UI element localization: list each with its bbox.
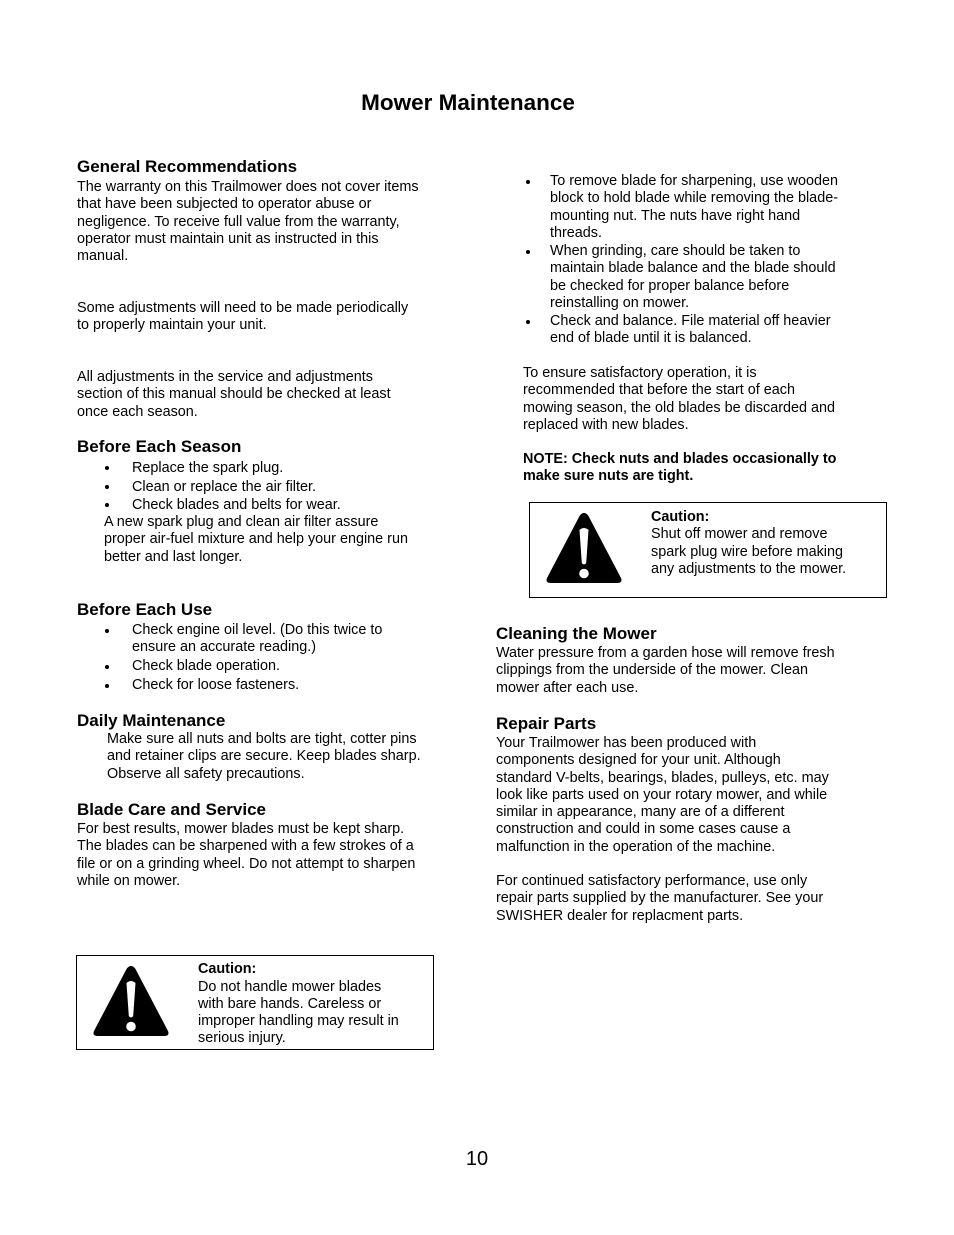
- list-item: [100, 658, 382, 675]
- use-bullet-list: [100, 622, 382, 695]
- list-item: [523, 243, 838, 313]
- text-line: Check for loose fasteners.: [132, 676, 300, 693]
- note-paragraph: [523, 451, 836, 486]
- list-item: [100, 622, 382, 657]
- text-line: Check blades and belts for wear.: [132, 497, 341, 513]
- caution-box-spark-plug: [529, 502, 887, 598]
- bullet-icon: [105, 684, 109, 688]
- list-item: [100, 496, 341, 515]
- text-line: standard V-belts, bearings, blades, pulleys, etc. may: [496, 769, 829, 786]
- caution-title: Caution:: [651, 509, 710, 525]
- text-line: ensure an accurate reading.): [132, 639, 316, 656]
- section-heading-repair-parts: Repair Parts: [496, 714, 597, 733]
- list-item-text: [550, 173, 838, 243]
- text-line: repair parts supplied by the manufacturer. See your: [496, 890, 824, 907]
- caution-text: [198, 979, 399, 1048]
- text-line: Observe all safety precautions.: [107, 765, 305, 782]
- repair-paragraph-2: [496, 873, 823, 925]
- text-line: Shut off mower and remove: [651, 526, 828, 543]
- daily-paragraph: [107, 731, 421, 783]
- text-line: look like parts used on your rotary mower, and while: [496, 786, 828, 803]
- text-line: All adjustments in the service and adjustments: [77, 369, 373, 385]
- repair-paragraph-1: [496, 735, 829, 856]
- list-item-text: [132, 677, 382, 694]
- section-heading-blade-care: Blade Care and Service: [77, 800, 266, 819]
- bullet-icon: [526, 320, 530, 324]
- text-line: Make sure all nuts and bolts are tight, cotter pins: [107, 731, 417, 747]
- text-line: replaced with new blades.: [523, 416, 689, 433]
- text-line: The warranty on this Trailmower does not cover items: [77, 179, 419, 195]
- bullet-icon: [105, 485, 109, 489]
- cleaning-paragraph: [496, 645, 835, 697]
- general-paragraph-3: [77, 369, 391, 421]
- text-line: negligence. To receive full value from the warranty,: [77, 213, 400, 230]
- text-line: block to hold blade while removing the blade-: [550, 190, 838, 207]
- text-line: once each season.: [77, 403, 198, 420]
- section-heading-before-each-use: Before Each Use: [77, 600, 213, 619]
- text-line: SWISHER dealer for replacment parts.: [496, 907, 744, 924]
- list-item-text: [550, 243, 838, 313]
- text-line: any adjustments to the mower.: [651, 560, 847, 577]
- section-heading-general-recommendations: General Recommendations: [77, 157, 298, 176]
- blade-paragraph: [77, 821, 415, 890]
- section-heading-cleaning-the-mower: Cleaning the Mower: [496, 624, 657, 643]
- text-line: Check engine oil level. (Do this twice to: [132, 622, 383, 638]
- caution-title: Caution:: [198, 961, 257, 977]
- bullet-icon: [526, 180, 530, 184]
- ensure-paragraph: [523, 365, 835, 434]
- text-line: mower after each use.: [496, 679, 639, 696]
- warning-triangle-icon: [91, 963, 171, 1039]
- text-line: better and last longer.: [104, 548, 243, 565]
- list-item: [100, 677, 382, 694]
- text-line: that have been subjected to operator abuse or: [77, 196, 372, 213]
- text-line: Some adjustments will need to be made periodically: [77, 300, 409, 316]
- general-paragraph-2: [77, 300, 408, 335]
- blade-sharpening-bullet-list: [523, 173, 838, 348]
- list-item-text: [132, 658, 382, 675]
- text-line: be checked for proper balance before: [550, 277, 790, 294]
- page-title: Mower Maintenance: [361, 90, 575, 115]
- list-item-text: [132, 478, 341, 497]
- text-line: components designed for your unit. Although: [496, 752, 781, 769]
- text-line: When grinding, care should be taken to: [550, 242, 801, 259]
- text-line: improper handling may result in: [198, 1013, 399, 1030]
- text-line: A new spark plug and clean air filter assure: [104, 514, 379, 530]
- caution-text: [651, 526, 846, 578]
- list-item: [100, 478, 341, 497]
- text-line: Check blade operation.: [132, 657, 281, 674]
- text-line: recommended that before the start of each: [523, 382, 795, 399]
- text-line: Clean or replace the air filter.: [132, 478, 316, 495]
- text-line: Do not handle mower blades: [198, 978, 382, 995]
- list-item: [100, 459, 341, 478]
- text-line: section of this manual should be checked at least: [77, 386, 391, 403]
- text-line: mounting nut. The nuts have right hand: [550, 207, 801, 224]
- text-line: end of blade until it is balanced.: [550, 330, 752, 347]
- text-line: make sure nuts are tight.: [523, 468, 694, 485]
- text-line: threads.: [550, 225, 602, 242]
- list-item: [523, 313, 838, 348]
- page-number: 10: [465, 1148, 489, 1170]
- text-line: Check and balance. File material off heavier: [550, 312, 831, 329]
- text-line: clippings from the underside of the mower. Clean: [496, 662, 808, 679]
- text-line: proper air-fuel mixture and help your engine run: [104, 531, 408, 548]
- text-line: file or on a grinding wheel. Do not attempt to sharpen: [77, 855, 416, 872]
- list-item: [523, 173, 838, 243]
- list-item-text: [132, 622, 382, 657]
- bullet-icon: [526, 250, 530, 254]
- caution-box-blades: [76, 955, 434, 1050]
- text-line: For best results, mower blades must be kept sharp.: [77, 821, 405, 837]
- text-line: and retainer clips are secure. Keep blades sharp.: [107, 748, 421, 765]
- text-line: reinstalling on mower.: [550, 295, 690, 312]
- text-line: to properly maintain your unit.: [77, 317, 267, 334]
- bullet-icon: [105, 629, 109, 633]
- general-paragraph-1: [77, 179, 419, 265]
- list-item-text: [132, 496, 341, 515]
- text-line: To remove blade for sharpening, use wooden: [550, 173, 838, 189]
- bullet-icon: [105, 503, 109, 507]
- text-line: The blades can be sharpened with a few strokes of a: [77, 838, 414, 855]
- text-line: malfunction in the operation of the machine.: [496, 838, 776, 855]
- warning-triangle-icon: [544, 510, 624, 586]
- list-item-text: [132, 459, 341, 478]
- bullet-icon: [105, 466, 109, 470]
- season-bullet-list: [100, 459, 341, 515]
- text-line: spark plug wire before making: [651, 543, 843, 560]
- text-line: construction and could in some cases cause a: [496, 821, 791, 838]
- text-line: Your Trailmower has been produced with: [496, 735, 757, 751]
- section-heading-daily-maintenance: Daily Maintenance: [77, 711, 226, 730]
- text-line: mowing season, the old blades be discarded and: [523, 399, 836, 416]
- bullet-icon: [105, 665, 109, 669]
- text-line: maintain blade balance and the blade should: [550, 260, 836, 277]
- text-line: For continued satisfactory performance, use only: [496, 873, 808, 889]
- text-line: with bare hands. Careless or: [198, 995, 382, 1012]
- text-line: operator must maintain unit as instructed in this: [77, 230, 379, 247]
- text-line: To ensure satisfactory operation, it is: [523, 365, 757, 381]
- section-heading-before-each-season: Before Each Season: [77, 437, 242, 456]
- text-line: manual.: [77, 248, 129, 265]
- text-line: similar in appearance, many are of a different: [496, 804, 785, 821]
- text-line: while on mower.: [77, 872, 181, 889]
- list-item-text: [550, 313, 838, 348]
- text-line: Replace the spark plug.: [132, 460, 284, 476]
- text-line: Water pressure from a garden hose will remove fresh: [496, 645, 835, 661]
- text-line: serious injury.: [198, 1030, 286, 1047]
- text-line: NOTE: Check nuts and blades occasionally to: [523, 451, 837, 467]
- season-paragraph: [104, 514, 408, 566]
